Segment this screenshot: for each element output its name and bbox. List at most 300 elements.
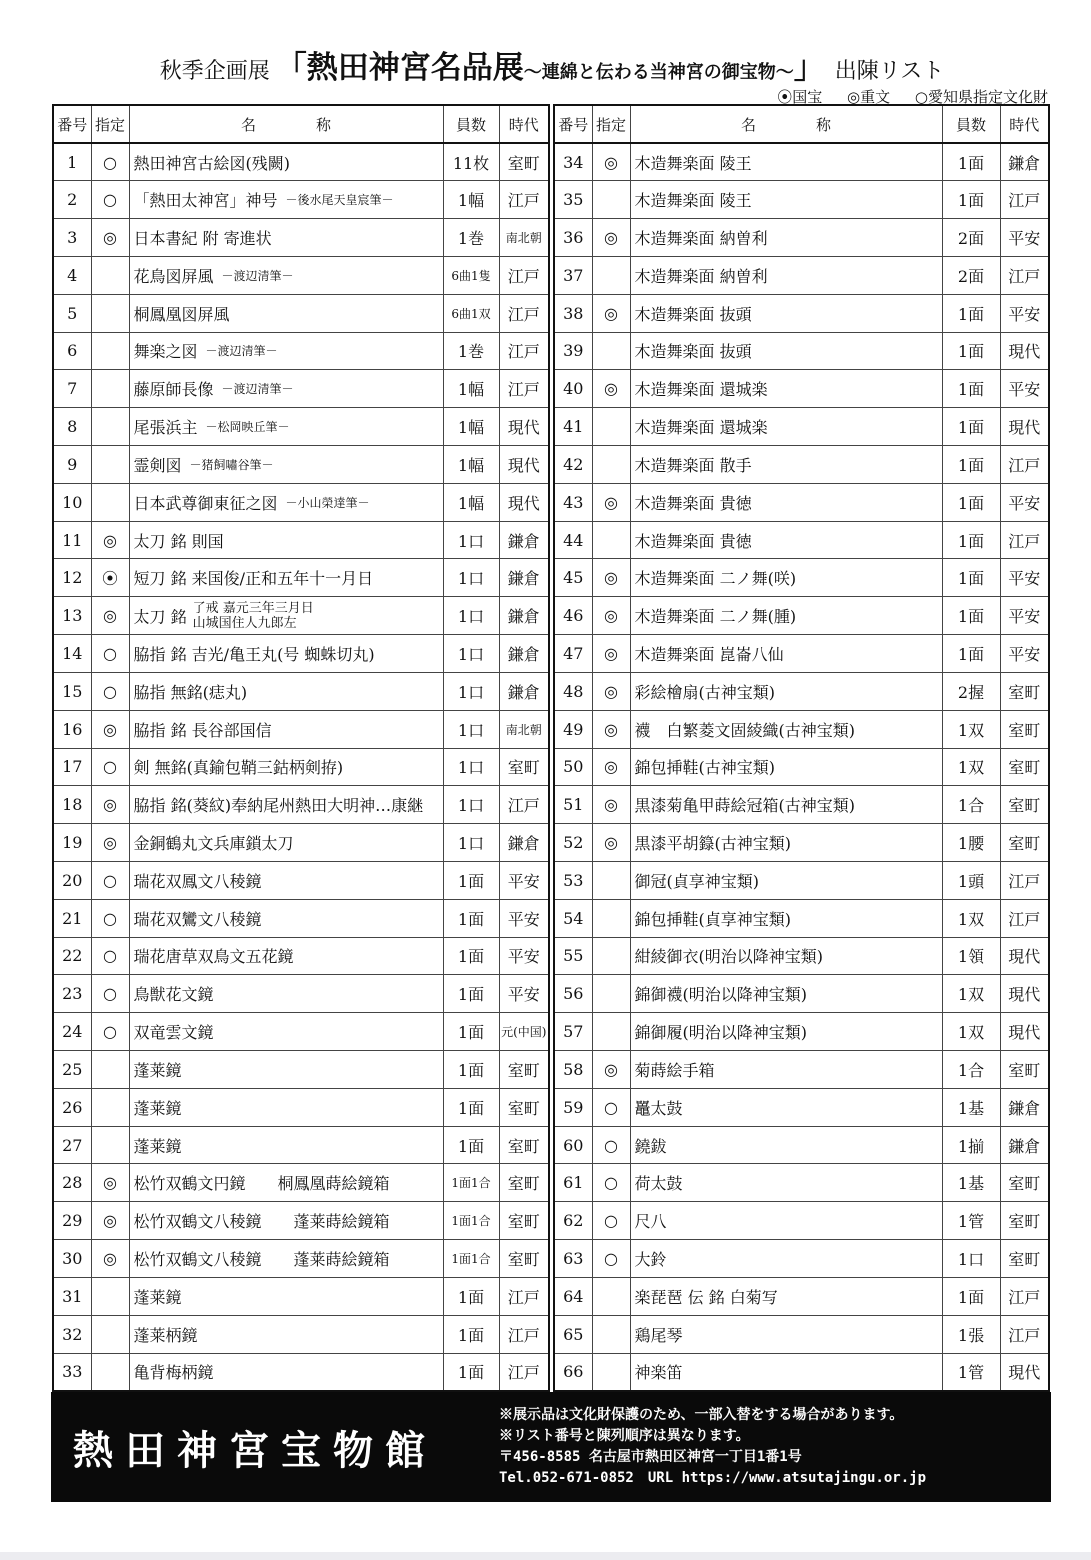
item-name (630, 1051, 942, 1089)
item-count: 1面 (443, 1013, 499, 1051)
item-artist: －渡辺清筆－ (221, 382, 294, 397)
designation-mark (592, 1013, 630, 1051)
title-close: 」 (793, 50, 825, 86)
item-name-text: 錦御襪(明治以降神宝類) (634, 985, 807, 1005)
item-name (630, 824, 942, 862)
item-number: 16 (53, 710, 91, 748)
designation-mark (592, 1353, 630, 1391)
item-name (129, 672, 443, 710)
item-number: 57 (554, 1013, 592, 1051)
table-row (554, 143, 1049, 181)
item-name-text: 尺八 (634, 1212, 667, 1232)
item-name (630, 1088, 942, 1126)
item-era: 室町 (499, 143, 549, 181)
table-row (554, 446, 1049, 484)
item-name-text: 鶏尾琴 (634, 1325, 683, 1345)
item-name (129, 1088, 443, 1126)
designation-mark (91, 1088, 129, 1126)
item-name (630, 332, 942, 370)
table-row (554, 1240, 1049, 1278)
title-subtitle: ～連綿と伝わる当神宮の御宝物～ (523, 62, 794, 83)
item-name-text: 松竹双鶴文円鏡 桐鳳凰蒔絵鏡箱 (133, 1174, 390, 1194)
designation-mark: ◎ (592, 219, 630, 257)
table-header (53, 105, 549, 143)
item-name-text: 神楽笛 (634, 1363, 683, 1383)
item-count: 1基 (942, 1088, 1000, 1126)
designation-mark (91, 1277, 129, 1315)
item-number: 48 (554, 672, 592, 710)
item-artist: －松岡映丘筆－ (205, 420, 290, 435)
item-era: 室町 (499, 1088, 549, 1126)
item-era: 室町 (499, 748, 549, 786)
item-name (129, 332, 443, 370)
designation-mark: ○ (91, 672, 129, 710)
table-row (53, 1164, 549, 1202)
item-count: 1双 (942, 1013, 1000, 1051)
item-inscription (193, 601, 314, 631)
item-era: 現代 (1000, 975, 1049, 1013)
item-name (630, 219, 942, 257)
item-count: 1面 (443, 1051, 499, 1089)
table-row (53, 861, 549, 899)
designation-mark (91, 1126, 129, 1164)
item-count: 2握 (942, 672, 1000, 710)
item-number: 65 (554, 1315, 592, 1353)
item-name (129, 1202, 443, 1240)
item-name-text: 花鳥図屏風 (133, 266, 214, 286)
item-count: 2面 (942, 256, 1000, 294)
item-name (630, 597, 942, 635)
item-name-text: 脇指 銘 長谷部国信 (133, 720, 272, 740)
item-name (129, 1126, 443, 1164)
item-number: 56 (554, 975, 592, 1013)
item-count: 1幅 (443, 370, 499, 408)
item-name (129, 748, 443, 786)
item-count: 1面 (942, 181, 1000, 219)
item-number: 14 (53, 635, 91, 673)
item-name-text: 蓬莱鏡 (133, 1287, 182, 1307)
item-era: 江戸 (499, 1353, 549, 1391)
item-count: 1合 (942, 786, 1000, 824)
table-row (554, 256, 1049, 294)
item-name (129, 786, 443, 824)
item-era: 江戸 (1000, 1315, 1049, 1353)
item-number: 5 (53, 294, 91, 332)
item-number: 34 (554, 143, 592, 181)
item-name (129, 824, 443, 862)
table-row (554, 521, 1049, 559)
item-name-text: 瑞花唐草双鳥文五花鏡 (133, 947, 294, 967)
item-count: 1双 (942, 710, 1000, 748)
item-name-text: 木造舞楽面 抜頭 (634, 342, 752, 362)
item-count: 1面 (443, 1277, 499, 1315)
designation-mark (91, 483, 129, 521)
item-name-text: 熱田神宮古絵図(残闕) (133, 153, 290, 173)
item-number: 63 (554, 1240, 592, 1278)
table-row (53, 370, 549, 408)
item-number: 10 (53, 483, 91, 521)
item-count: 1管 (942, 1202, 1000, 1240)
table-row (53, 1240, 549, 1278)
item-name (630, 559, 942, 597)
item-number: 20 (53, 861, 91, 899)
item-name-text: 鼉太鼓 (634, 1098, 683, 1118)
table-row (554, 370, 1049, 408)
item-name (630, 483, 942, 521)
table-row (554, 748, 1049, 786)
footer-info (499, 1405, 926, 1489)
item-count: 11枚 (443, 143, 499, 181)
table-row (554, 181, 1049, 219)
designation-mark: ◎ (592, 597, 630, 635)
designation-mark: ◎ (592, 635, 630, 673)
item-name-text: 鐃鈸 (634, 1136, 667, 1156)
header-designation: 指定 (592, 105, 630, 143)
item-era: 南北朝 (499, 710, 549, 748)
table-row (554, 1353, 1049, 1391)
item-name-text: 短刀 銘 来国俊/正和五年十一月日 (133, 569, 374, 589)
item-name-text: 御冠(貞享神宝類) (634, 871, 759, 891)
item-count: 1基 (942, 1164, 1000, 1202)
item-count: 1面 (942, 332, 1000, 370)
item-era: 現代 (1000, 408, 1049, 446)
header-count: 員数 (443, 105, 499, 143)
item-name-text: 松竹双鶴文八稜鏡 蓬莱蒔絵鏡箱 (133, 1249, 390, 1269)
item-number: 32 (53, 1315, 91, 1353)
item-name (630, 861, 942, 899)
item-number: 30 (53, 1240, 91, 1278)
item-name (630, 899, 942, 937)
item-era: 室町 (1000, 824, 1049, 862)
designation-mark: ◎ (592, 143, 630, 181)
designation-mark: ○ (592, 1088, 630, 1126)
designation-mark (592, 975, 630, 1013)
item-name (129, 861, 443, 899)
item-name (630, 446, 942, 484)
item-name-text: 脇指 無銘(痣丸) (133, 682, 248, 702)
item-count: 1口 (942, 1240, 1000, 1278)
item-artist: －渡辺清筆－ (205, 344, 278, 359)
designation-mark (91, 1353, 129, 1391)
item-name (630, 975, 942, 1013)
item-name (129, 294, 443, 332)
item-name-text: 楽琵琶 伝 銘 白菊写 (634, 1287, 778, 1307)
page-title (52, 42, 1052, 92)
item-name (630, 1353, 942, 1391)
item-era: 現代 (499, 408, 549, 446)
item-count: 1面 (942, 408, 1000, 446)
item-count: 1面 (942, 559, 1000, 597)
item-era: 江戸 (1000, 899, 1049, 937)
item-number: 51 (554, 786, 592, 824)
item-name-text: 剣 無銘(真鍮包鞘三鈷柄剣拵) (133, 758, 344, 778)
table-row (554, 294, 1049, 332)
table-row (53, 672, 549, 710)
item-number: 6 (53, 332, 91, 370)
header-designation: 指定 (91, 105, 129, 143)
item-era: 江戸 (1000, 521, 1049, 559)
item-era: 平安 (1000, 483, 1049, 521)
item-name (129, 1277, 443, 1315)
designation-mark: ◎ (91, 1202, 129, 1240)
item-era: 南北朝 (499, 219, 549, 257)
item-count: 1巻 (443, 332, 499, 370)
designation-mark (91, 332, 129, 370)
table-row (554, 899, 1049, 937)
table-row (53, 294, 549, 332)
item-count: 1面 (942, 294, 1000, 332)
table-row (53, 1353, 549, 1391)
designation-mark (592, 861, 630, 899)
designation-mark: ◎ (592, 483, 630, 521)
designation-mark: ⦿ (91, 559, 129, 597)
item-era: 元(中国) (499, 1013, 549, 1051)
item-era: 江戸 (499, 1277, 549, 1315)
table-row (53, 1051, 549, 1089)
item-name-text: 蓬莱鏡 (133, 1136, 182, 1156)
item-name (630, 1277, 942, 1315)
item-era: 江戸 (499, 332, 549, 370)
item-era: 平安 (499, 937, 549, 975)
table-row (53, 408, 549, 446)
item-number: 54 (554, 899, 592, 937)
item-name (129, 1051, 443, 1089)
designation-mark: ○ (91, 181, 129, 219)
item-name-text: 松竹双鶴文八稜鏡 蓬莱蒔絵鏡箱 (133, 1212, 390, 1232)
designation-mark: ◎ (592, 786, 630, 824)
item-name (630, 1240, 942, 1278)
item-count: 1双 (942, 975, 1000, 1013)
table-row (554, 635, 1049, 673)
item-number: 58 (554, 1051, 592, 1089)
table-header (554, 105, 1049, 143)
table-row (53, 748, 549, 786)
header-name: 名 称 (129, 105, 443, 143)
table-row (53, 597, 549, 635)
item-name (129, 446, 443, 484)
item-era: 平安 (1000, 559, 1049, 597)
item-count: 2面 (942, 219, 1000, 257)
item-number: 19 (53, 824, 91, 862)
item-number: 38 (554, 294, 592, 332)
item-era: 室町 (499, 1240, 549, 1278)
item-era: 平安 (1000, 219, 1049, 257)
title-suffix: 出陳リスト (834, 59, 945, 84)
item-number: 23 (53, 975, 91, 1013)
item-number: 45 (554, 559, 592, 597)
item-name (129, 975, 443, 1013)
item-name (129, 483, 443, 521)
item-number: 39 (554, 332, 592, 370)
item-name-text: 「熱田太神宮」神号 (133, 191, 278, 211)
item-number: 50 (554, 748, 592, 786)
item-name-text: 脇指 銘 吉光/亀王丸(号 蜘蛛切丸) (133, 644, 375, 664)
item-count: 1揃 (942, 1126, 1000, 1164)
item-era: 江戸 (499, 181, 549, 219)
designation-mark: ○ (91, 748, 129, 786)
designation-mark (592, 446, 630, 484)
designation-mark: ○ (91, 861, 129, 899)
item-name (630, 710, 942, 748)
item-name (630, 143, 942, 181)
table-row (554, 1013, 1049, 1051)
item-name (630, 672, 942, 710)
item-era: 平安 (499, 975, 549, 1013)
item-name-text: 紺綾御衣(明治以降神宝類) (634, 947, 823, 967)
item-name-text: 木造舞楽面 崑崙八仙 (634, 644, 784, 664)
item-name-text: 彩絵檜扇(古神宝類) (634, 682, 775, 702)
table-row (554, 786, 1049, 824)
table-row (53, 786, 549, 824)
designation-mark (592, 1315, 630, 1353)
item-name (630, 370, 942, 408)
item-count: 1面 (443, 937, 499, 975)
item-era: 平安 (1000, 635, 1049, 673)
table-row (53, 1088, 549, 1126)
item-count: 1領 (942, 937, 1000, 975)
designation-mark: ○ (91, 975, 129, 1013)
item-name-text: 菊蒔絵手箱 (634, 1060, 715, 1080)
table-row (53, 1013, 549, 1051)
item-name-text: 脇指 銘(葵紋)奉納尾州熱田大明神…康継 (133, 796, 424, 816)
table-row (53, 635, 549, 673)
item-number: 27 (53, 1126, 91, 1164)
item-name (129, 710, 443, 748)
designation-mark (592, 937, 630, 975)
item-name-text: 荷太鼓 (634, 1174, 683, 1194)
table-row (554, 1051, 1049, 1089)
item-count: 1口 (443, 521, 499, 559)
table-row (554, 332, 1049, 370)
table-row (53, 446, 549, 484)
header-count: 員数 (942, 105, 1000, 143)
item-name-text: 木造舞楽面 納曽利 (634, 266, 768, 286)
designation-mark: ○ (91, 899, 129, 937)
item-number: 31 (53, 1277, 91, 1315)
designation-mark (91, 370, 129, 408)
designation-mark: ◎ (592, 559, 630, 597)
table-row (53, 975, 549, 1013)
item-name (630, 1202, 942, 1240)
item-name-text: 大鈴 (634, 1249, 667, 1269)
item-count: 1面 (443, 1088, 499, 1126)
footer-note-1: ※展示品は文化財保護のため、一部入替をする場合があります。 (499, 1407, 904, 1423)
item-name-text: 木造舞楽面 還城楽 (634, 380, 768, 400)
item-era: 室町 (499, 1051, 549, 1089)
item-count: 1面 (443, 861, 499, 899)
item-count: 1面 (942, 597, 1000, 635)
item-era: 現代 (499, 483, 549, 521)
item-name-text: 亀背梅柄鏡 (133, 1363, 214, 1383)
exhibit-tables (52, 104, 1050, 1392)
item-number: 35 (554, 181, 592, 219)
table-row (53, 937, 549, 975)
designation-mark (91, 446, 129, 484)
item-name-text: 襪 白繁菱文固綾織(古神宝類) (634, 720, 855, 740)
designation-mark: ◎ (592, 370, 630, 408)
designation-mark: ◎ (592, 748, 630, 786)
item-name-text: 木造舞楽面 陵王 (634, 191, 752, 211)
item-count: 1口 (443, 824, 499, 862)
item-era: 室町 (499, 1164, 549, 1202)
item-name (630, 181, 942, 219)
header-era: 時代 (1000, 105, 1049, 143)
table-row (554, 1202, 1049, 1240)
item-count: 1幅 (443, 181, 499, 219)
footer-banner (51, 1392, 1051, 1502)
item-count: 1口 (443, 597, 499, 635)
item-era: 室町 (1000, 1240, 1049, 1278)
item-count: 1口 (443, 786, 499, 824)
item-era: 江戸 (1000, 446, 1049, 484)
item-era: 鎌倉 (1000, 1088, 1049, 1126)
table-row (554, 219, 1049, 257)
item-number: 66 (554, 1353, 592, 1391)
table-row (554, 710, 1049, 748)
item-number: 17 (53, 748, 91, 786)
table-row (53, 483, 549, 521)
item-era: 鎌倉 (499, 559, 549, 597)
item-era: 江戸 (1000, 181, 1049, 219)
item-count: 1巻 (443, 219, 499, 257)
item-name-text: 双竜雲文鏡 (133, 1023, 214, 1043)
museum-name: 熱田神宮宝物館 (73, 1426, 437, 1474)
item-era: 室町 (1000, 786, 1049, 824)
item-era: 平安 (499, 899, 549, 937)
table-row (554, 559, 1049, 597)
legend-important-cultural: ◎重文 (847, 88, 891, 106)
item-name (630, 294, 942, 332)
item-count: 1面1合 (443, 1240, 499, 1278)
item-number: 49 (554, 710, 592, 748)
item-artist: －渡辺清筆－ (221, 268, 294, 283)
designation-mark: ○ (91, 635, 129, 673)
bottom-strip (0, 1552, 1091, 1560)
item-count: 1面 (942, 1277, 1000, 1315)
item-count: 1口 (443, 635, 499, 673)
item-count: 1双 (942, 748, 1000, 786)
item-artist: －後水尾天皇宸筆－ (285, 193, 394, 208)
item-number: 44 (554, 521, 592, 559)
item-number: 22 (53, 937, 91, 975)
item-count: 1面 (942, 483, 1000, 521)
item-era: 現代 (1000, 332, 1049, 370)
item-number: 1 (53, 143, 91, 181)
item-number: 60 (554, 1126, 592, 1164)
designation-mark (91, 1051, 129, 1089)
item-name (129, 143, 443, 181)
item-name-text: 金銅鶴丸文兵庫鎖太刀 (133, 834, 294, 854)
inscription-line: 了戒 嘉元三年三月日 (192, 600, 314, 616)
designation-mark (91, 1315, 129, 1353)
item-name-text: 桐鳳凰図屏風 (133, 304, 230, 324)
item-name (630, 256, 942, 294)
item-number: 42 (554, 446, 592, 484)
designation-mark: ◎ (592, 710, 630, 748)
header-name: 名 称 (630, 105, 942, 143)
item-number: 8 (53, 408, 91, 446)
item-number: 64 (554, 1277, 592, 1315)
designation-mark: ○ (592, 1126, 630, 1164)
item-era: 鎌倉 (499, 597, 549, 635)
designation-mark: ○ (592, 1240, 630, 1278)
item-name (129, 219, 443, 257)
item-era: 江戸 (1000, 256, 1049, 294)
item-name (129, 256, 443, 294)
table-row (53, 710, 549, 748)
table-row (53, 899, 549, 937)
item-era: 現代 (1000, 1013, 1049, 1051)
